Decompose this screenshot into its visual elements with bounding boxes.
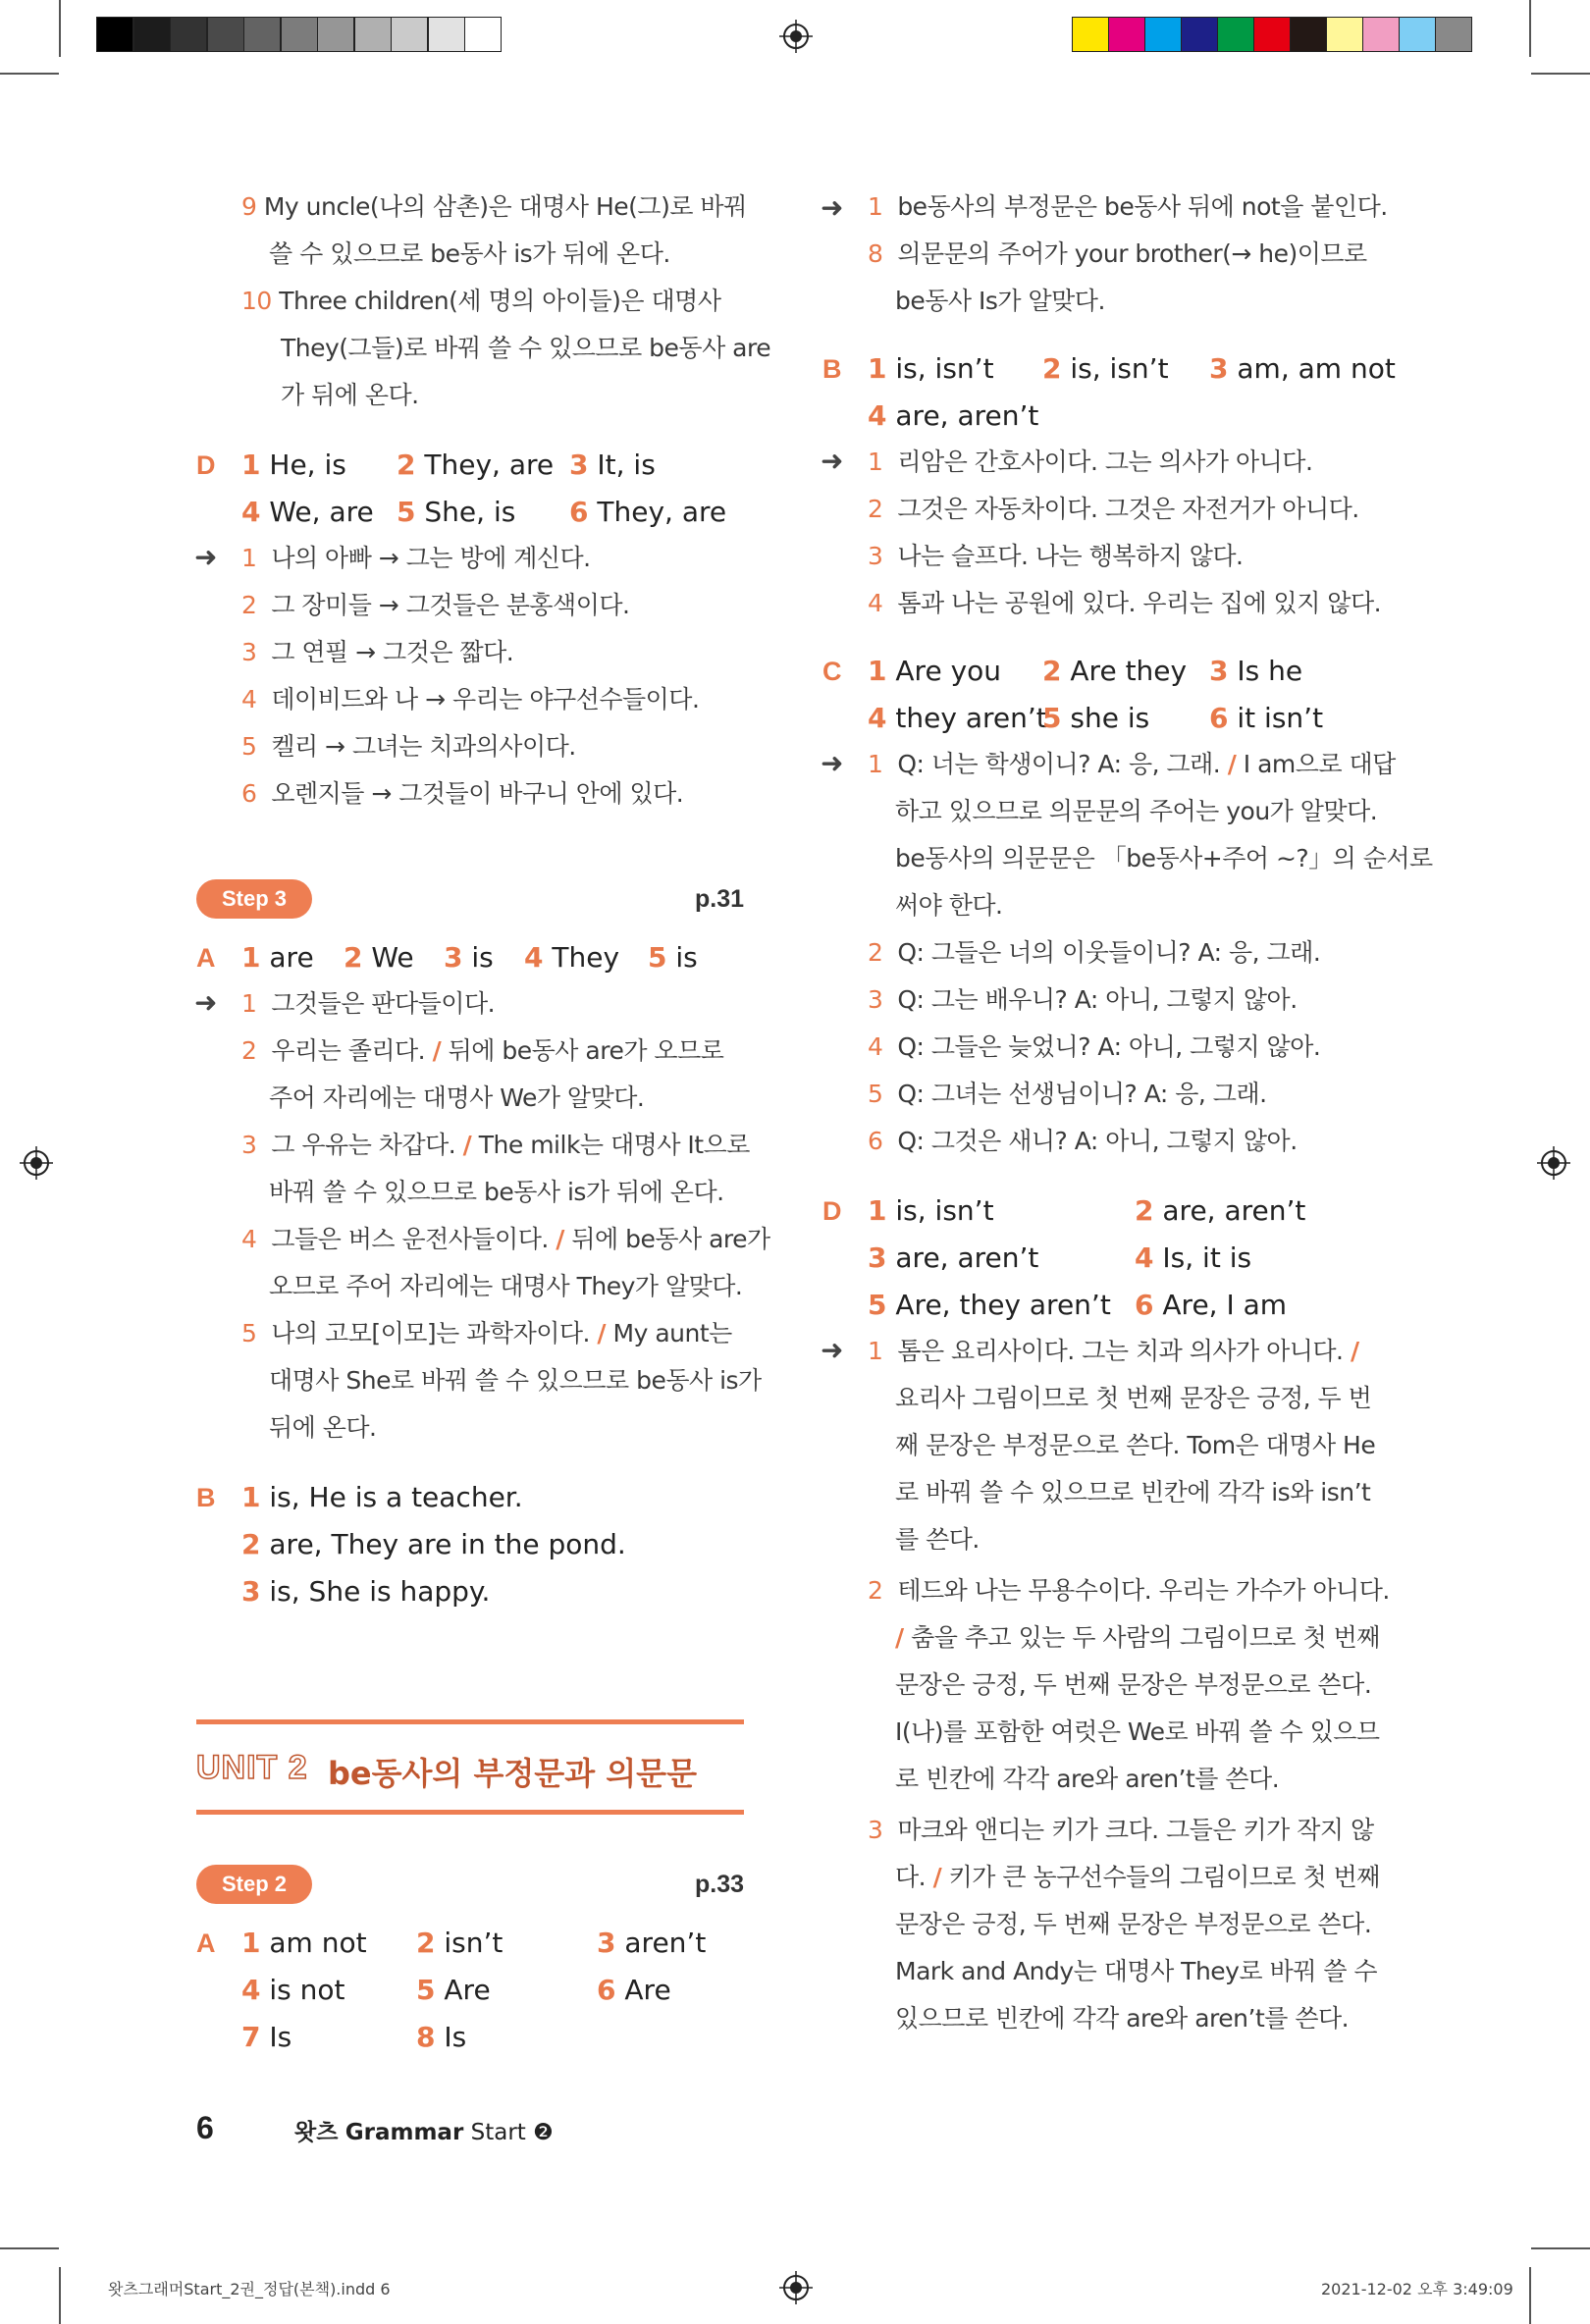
answer-item: 3 It, is [569,449,656,481]
answer-item: 6 Are [597,1974,671,2006]
answer-item: 4 Is, it is [1135,1241,1252,1274]
answer-item: 1 is, isn’t [868,1194,994,1227]
explanation-line: 3 Q: 그는 배우니? A: 아니, 그렇지 않아. [868,985,1298,1014]
step-badge: Step 2 [196,1865,312,1904]
answer-item: 6 They, are [569,496,727,528]
explanation-line: 6 오렌지들 → 그것들이 바구니 안에 있다. [241,779,684,808]
explanation-line: 1 리암은 간호사이다. 그는 의사가 아니다. [868,448,1313,476]
section-letter: A [196,1928,216,1958]
answer-item: 5 Are [416,1974,491,2006]
color-swatch [1181,17,1218,52]
explanation-line: 가 뒤에 온다. [281,381,419,409]
registration-mark-icon [20,1146,53,1180]
explanation-line: 요리사 그림이므로 첫 번째 문장은 긍정, 두 번 [895,1384,1372,1412]
section-letter: B [822,354,842,384]
step-badge: Step 3 [196,879,312,919]
explanation-line: 주어 자리에는 대명사 We가 알맞다. [269,1083,645,1112]
answer-item: 4 are, aren’t [868,399,1039,432]
gray-swatch [317,17,354,52]
answer-item: 4 We, are [241,496,374,528]
section-letter: A [196,943,216,973]
explanation-line: 있으므로 빈칸에 각각 are와 aren’t를 쓴다. [895,2004,1350,2033]
answer-item: 3 Is he [1209,655,1303,687]
explanation-line: / 춤을 추고 있는 두 사람의 그림이므로 첫 번째 [895,1623,1380,1652]
explanation-line: 8 의문문의 주어가 your brother(→ he)이므로 [868,239,1367,268]
answer-item: 2 Are they [1042,655,1188,687]
explanation-line: 1 톰은 요리사이다. 그는 치과 의사가 아니다. / [868,1337,1359,1365]
explanation-arrow-icon: ➜ [821,445,844,477]
color-swatch [1399,17,1436,52]
answer-item: 4 They [524,941,620,974]
explanation-line: 문장은 긍정, 두 번째 문장은 부정문으로 쓴다. [895,1910,1372,1938]
explanation-line: 4 톰과 나는 공원에 있다. 우리는 집에 있지 않다. [868,589,1382,617]
crop-mark [1531,73,1590,75]
explanation-line: 2 그것은 자동차이다. 그것은 자전거가 아니다. [868,495,1359,523]
explanation-arrow-icon: ➜ [821,1334,844,1366]
explanation-line: 5 켈리 → 그녀는 치과의사이다. [241,732,576,761]
answer-item: 2 is, isn’t [1042,352,1169,385]
crop-mark [59,2267,61,2324]
answer-item: 1 is, isn’t [868,352,994,385]
explanation-arrow-icon: ➜ [194,986,218,1019]
color-swatch [1435,17,1472,52]
explanation-line: 3 나는 슬프다. 나는 행복하지 않다. [868,542,1244,570]
print-timestamp: 2021-12-02 오후 3:49:09 [1321,2280,1513,2298]
answer-item: 2 are, They are in the pond. [241,1528,626,1560]
explanation-line: 째 문장은 부정문으로 쓴다. Tom은 대명사 He [895,1431,1376,1459]
crop-mark [0,73,59,75]
explanation-line: 하고 있으므로 의문문의 주어는 you가 알맞다. [895,797,1378,825]
explanation-line: 6 Q: 그것은 새니? A: 아니, 그렇지 않아. [868,1127,1298,1155]
answer-item: 5 Are, they aren’t [868,1289,1111,1321]
gray-swatch [243,17,281,52]
explanation-line: 문장은 긍정, 두 번째 문장은 부정문으로 쓴다. [895,1670,1372,1699]
gray-swatch [96,17,133,52]
explanation-line: 2 테드와 나는 무용수이다. 우리는 가수가 아니다. [868,1576,1390,1605]
explanation-line: 3 그 우유는 차갑다. / The milk는 대명사 It으로 [241,1131,750,1159]
answer-item: 4 is not [241,1974,345,2006]
answer-item: 1 He, is [241,449,346,481]
section-letter: D [822,1196,842,1226]
answer-item: 1 am not [241,1927,367,1959]
color-swatch [1108,17,1145,52]
explanation-line: 로 빈칸에 각각 are와 aren’t를 쓴다. [895,1765,1280,1793]
answer-item: 5 is [648,941,698,974]
answer-item: 6 Are, I am [1135,1289,1288,1321]
explanation-line: Mark and Andy는 대명사 They로 바꿔 쓸 수 [895,1957,1378,1985]
section-letter: C [822,657,842,686]
gray-swatch [354,17,392,52]
explanation-line: be동사의 의문문은 「be동사+주어 ~?」의 순서로 [895,844,1433,872]
color-swatch [1217,17,1254,52]
explanation-line: 로 바꿔 쓸 수 있으므로 빈칸에 각각 is와 isn’t [895,1478,1371,1506]
explanation-line: 1 be동사의 부정문은 be동사 뒤에 not을 붙인다. [868,192,1388,221]
color-swatch [1290,17,1327,52]
explanation-line: 바꿔 쓸 수 있으므로 be동사 is가 뒤에 온다. [269,1178,724,1206]
gray-swatch [428,17,465,52]
explanation-line: 2 우리는 졸리다. / 뒤에 be동사 are가 오므로 [241,1036,724,1065]
answer-item: 2 We [344,941,414,974]
page-reference: p.33 [695,1871,745,1898]
explanation-line: 2 Q: 그들은 너의 이웃들이니? A: 응, 그래. [868,938,1321,967]
answer-item: 2 are, aren’t [1135,1194,1306,1227]
crop-mark [1529,2267,1531,2324]
explanation-line: 4 Q: 그들은 늦었니? A: 아니, 그렇지 않아. [868,1032,1321,1061]
explanation-arrow-icon: ➜ [821,191,844,224]
explanation-line: 를 쓴다. [895,1525,980,1554]
answer-item: 3 is [444,941,494,974]
unit-rule-bottom [196,1810,744,1815]
gray-swatch [391,17,428,52]
unit-tag: UNIT 2 [196,1749,308,1786]
gray-swatch [281,17,318,52]
explanation-line: be동사 Is가 알맞다. [895,287,1105,315]
crop-mark [59,0,61,57]
answer-item: 3 aren’t [597,1927,707,1959]
crop-mark [1531,2247,1590,2249]
explanation-line: 4 데이비드와 나 → 우리는 야구선수들이다. [241,685,700,713]
explanation-line: 4 그들은 버스 운전사들이다. / 뒤에 be동사 are가 [241,1225,770,1253]
page-number: 6 [196,2110,214,2145]
page-reference: p.31 [695,885,745,913]
explanation-line: 써야 한다. [895,891,1003,920]
file-name: 왓츠그래머Start_2권_정답(본책).indd 6 [108,2280,391,2298]
crop-mark [1529,0,1531,57]
explanation-line: 9 My uncle(나의 삼촌)은 대명사 He(그)로 바꿔 [241,192,747,221]
registration-mark-icon [779,2271,813,2304]
explanation-line: 5 Q: 그녀는 선생님이니? A: 응, 그래. [868,1080,1267,1108]
answer-item: 2 They, are [397,449,555,481]
explanation-line: 뒤에 온다. [269,1413,377,1442]
answer-item: 3 are, aren’t [868,1241,1039,1274]
unit-title: be동사의 부정문과 의문문 [328,1755,698,1792]
gray-swatch [133,17,171,52]
gray-swatch [207,17,244,52]
color-swatch [1072,17,1109,52]
explanation-arrow-icon: ➜ [821,747,844,779]
unit-rule-top [196,1719,744,1724]
registration-mark-icon [779,20,813,53]
explanation-line: 1 그것들은 판다들이다. [241,989,496,1018]
explanation-line: 3 그 연필 → 그것은 짧다. [241,638,514,666]
explanation-line: 10 Three children(세 명의 아이들)은 대명사 [241,287,721,315]
answer-item: 1 Are you [868,655,1002,687]
gray-swatch [464,17,502,52]
section-letter: D [196,450,216,480]
color-swatch [1326,17,1363,52]
explanation-arrow-icon: ➜ [194,541,218,573]
explanation-line: 5 나의 고모[이모]는 과학자이다. / My aunt는 [241,1319,732,1347]
answer-item: 4 they aren’t [868,702,1047,734]
color-swatch [1253,17,1291,52]
explanation-line: 오므로 주어 자리에는 대명사 They가 알맞다. [269,1272,743,1300]
answer-item: 3 is, She is happy. [241,1575,491,1608]
explanation-line: 3 마크와 앤디는 키가 크다. 그들은 키가 작지 않 [868,1816,1374,1844]
crop-mark [0,2247,59,2249]
answer-item: 5 She, is [397,496,516,528]
gray-swatch [170,17,207,52]
registration-mark-icon [1537,1146,1570,1180]
answer-item: 8 Is [416,2021,467,2053]
answer-item: 6 it isn’t [1209,702,1324,734]
explanation-line: 대명사 She로 바꿔 쓸 수 있으므로 be동사 is가 [269,1366,762,1395]
explanation-line: 1 나의 아빠 → 그는 방에 계신다. [241,544,591,572]
color-swatch [1144,17,1182,52]
explanation-line: 2 그 장미들 → 그것들은 분홍색이다. [241,591,630,619]
answer-item: 2 isn’t [416,1927,504,1959]
explanation-line: I(나)를 포함한 여럿은 We로 바꿔 쓸 수 있으므 [895,1717,1380,1746]
book-title: 왓츠 Grammar Start ❷ [294,2120,554,2145]
answer-item: 1 are [241,941,314,974]
answer-item: 3 am, am not [1209,352,1396,385]
explanation-line: They(그들)로 바꿔 쓸 수 있으므로 be동사 are [281,334,771,362]
color-swatch [1362,17,1400,52]
answer-item: 1 is, He is a teacher. [241,1481,523,1513]
answer-item: 7 Is [241,2021,292,2053]
explanation-line: 1 Q: 너는 학생이니? A: 응, 그래. / I am으로 대답 [868,750,1396,778]
explanation-line: 쓸 수 있으므로 be동사 is가 뒤에 온다. [269,239,670,268]
answer-item: 5 she is [1042,702,1150,734]
section-letter: B [196,1483,216,1512]
explanation-line: 다. / 키가 큰 농구선수들의 그림이므로 첫 번째 [895,1863,1380,1891]
